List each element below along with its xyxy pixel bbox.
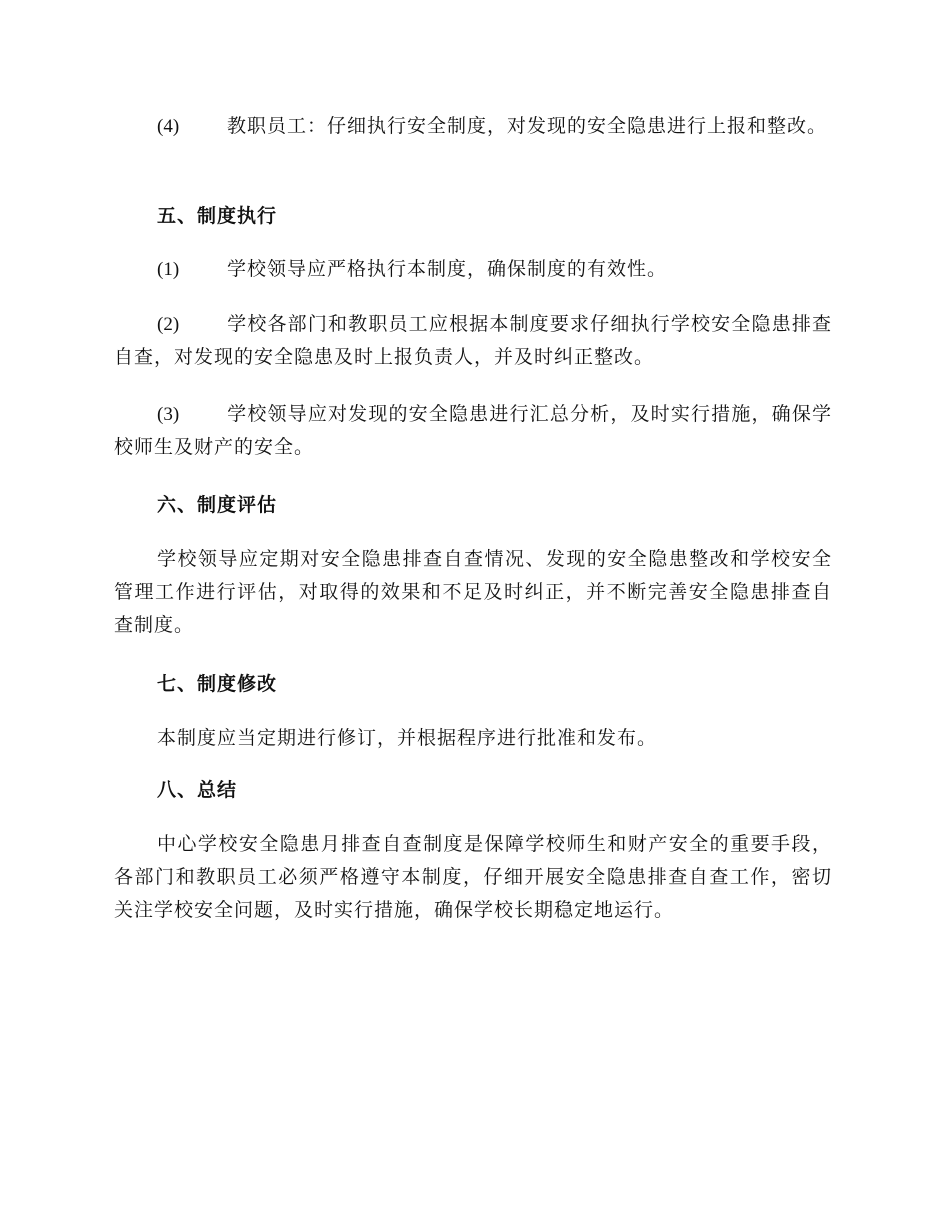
paragraph-summary: 中心学校安全隐患月排查自查制度是保障学校师生和财产安全的重要手段，各部门和教职员工必须严格遵守本制度，仔细开展安全隐患排查自查工作，密切关注学校安全问题，及时实行措施，确保学校长期稳定地运行。 [114,833,832,921]
item-text: 教职员工：仔细执行安全制度，对发现的安全隐患进行上报和整改。 [227,115,828,137]
item-text: 学校领导应严格执行本制度，确保制度的有效性。 [227,258,668,280]
item-text: 学校各部门和教职员工应根据本制度要求仔细执行学校安全隐患排查自查，对发现的安全隐患及时上报负责人，并及时纠正整改。 [114,313,832,368]
list-item-4 [114,110,832,143]
item-text: 学校领导应对发现的安全隐患进行汇总分析，及时实行措施，确保学校师生及财产的安全。 [114,403,832,458]
section-heading-execution: 五、制度执行 [157,205,278,227]
item-number: (2) [157,314,180,335]
list-item-3 [114,398,832,464]
list-item-2 [114,308,832,374]
section-heading-revision: 七、制度修改 [157,673,278,695]
item-number: (3) [157,404,180,425]
paragraph-revision: 本制度应当定期进行修订，并根据程序进行批准和发布。 [157,727,658,749]
item-number: (1) [157,259,180,280]
section-heading-evaluation: 六、制度评估 [157,494,278,516]
list-item-1 [114,253,832,286]
section-heading-summary: 八、总结 [157,779,238,801]
item-number: (4) [157,116,180,137]
paragraph-evaluation: 学校领导应定期对安全隐患排查自查情况、发现的安全隐患整改和学校安全管理工作进行评估，对取得的效果和不足及时纠正，并不断完善安全隐患排查自查制度。 [114,548,832,636]
